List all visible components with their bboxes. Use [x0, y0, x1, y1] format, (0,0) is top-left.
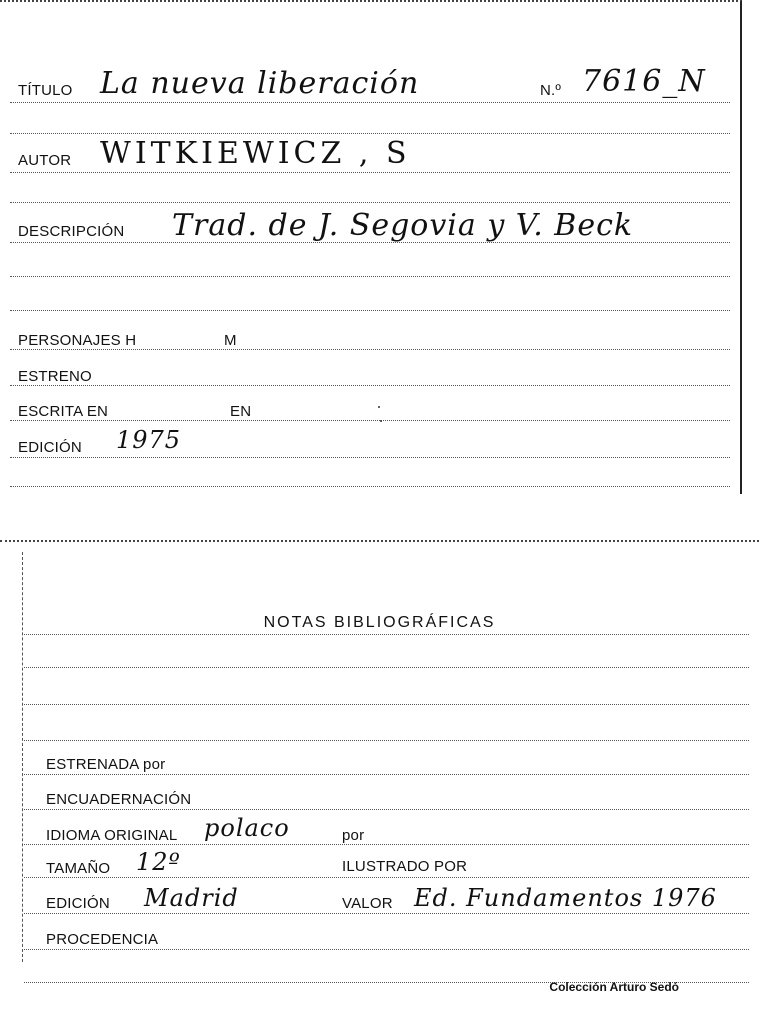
- collection-credit: Colección Arturo Sedó: [549, 980, 679, 994]
- rule: [24, 809, 749, 810]
- autor-label: AUTOR: [18, 152, 72, 169]
- rule: [10, 310, 730, 311]
- descripcion-label: DESCRIPCIÓN: [18, 223, 125, 240]
- edicion2-value: Madrid: [144, 884, 239, 912]
- valor-value: Ed. Fundamentos 1976: [414, 884, 717, 912]
- rule: [10, 202, 730, 203]
- idioma-por-label: por: [342, 827, 365, 844]
- rule: [10, 457, 730, 458]
- catalog-card-front: [0, 0, 742, 494]
- rule: [10, 133, 730, 134]
- encuadernacion-label: ENCUADERNACIÓN: [46, 791, 192, 808]
- rule: [24, 949, 749, 950]
- descripcion-value: Trad. de J. Segovia y V. Beck: [172, 208, 634, 243]
- escrita-en-label: EN: [230, 403, 252, 420]
- rule: [10, 349, 730, 350]
- ink-speck: [380, 420, 382, 422]
- rule: [10, 242, 730, 243]
- rule: [24, 877, 749, 878]
- titulo-label: TÍTULO: [18, 82, 73, 99]
- edicion2-label: EDICIÓN: [46, 895, 110, 912]
- tamano-label: TAMAÑO: [46, 860, 111, 877]
- estreno-label: ESTRENO: [18, 368, 92, 385]
- numero-value: 7616_N: [582, 64, 706, 99]
- rule: [24, 774, 749, 775]
- rule: [24, 704, 749, 705]
- autor-value: WITKIEWICZ , S: [100, 136, 411, 171]
- rule: [10, 385, 730, 386]
- titulo-value: La nueva liberación: [100, 66, 420, 101]
- edicion-value: 1975: [116, 426, 182, 454]
- rule: [24, 667, 749, 668]
- numero-label: N.º: [540, 82, 562, 99]
- escrita-label: ESCRITA EN: [18, 403, 109, 420]
- tamano-value: 12º: [136, 848, 181, 876]
- ilustrado-label: ILUSTRADO POR: [342, 858, 468, 875]
- rule: [24, 634, 749, 635]
- personajes-label: PERSONAJES H: [18, 332, 137, 349]
- rule: [10, 276, 730, 277]
- rule: [24, 913, 749, 914]
- idioma-label: IDIOMA ORIGINAL: [46, 827, 178, 844]
- ink-speck: [378, 406, 380, 408]
- estrenada-label: ESTRENADA por: [46, 756, 166, 773]
- rule: [10, 486, 730, 487]
- rule: [24, 844, 749, 845]
- edicion-label: EDICIÓN: [18, 439, 82, 456]
- rule: [24, 740, 749, 741]
- idioma-value: polaco: [204, 814, 290, 842]
- valor-label: VALOR: [342, 895, 393, 912]
- rule: [10, 420, 730, 421]
- catalog-card-back: [0, 540, 759, 1002]
- notas-heading: NOTAS BIBLIOGRÁFICAS: [263, 614, 496, 631]
- personajes-m-label: M: [224, 332, 237, 349]
- rule: [10, 102, 730, 103]
- procedencia-label: PROCEDENCIA: [46, 931, 159, 948]
- rule: [10, 172, 730, 173]
